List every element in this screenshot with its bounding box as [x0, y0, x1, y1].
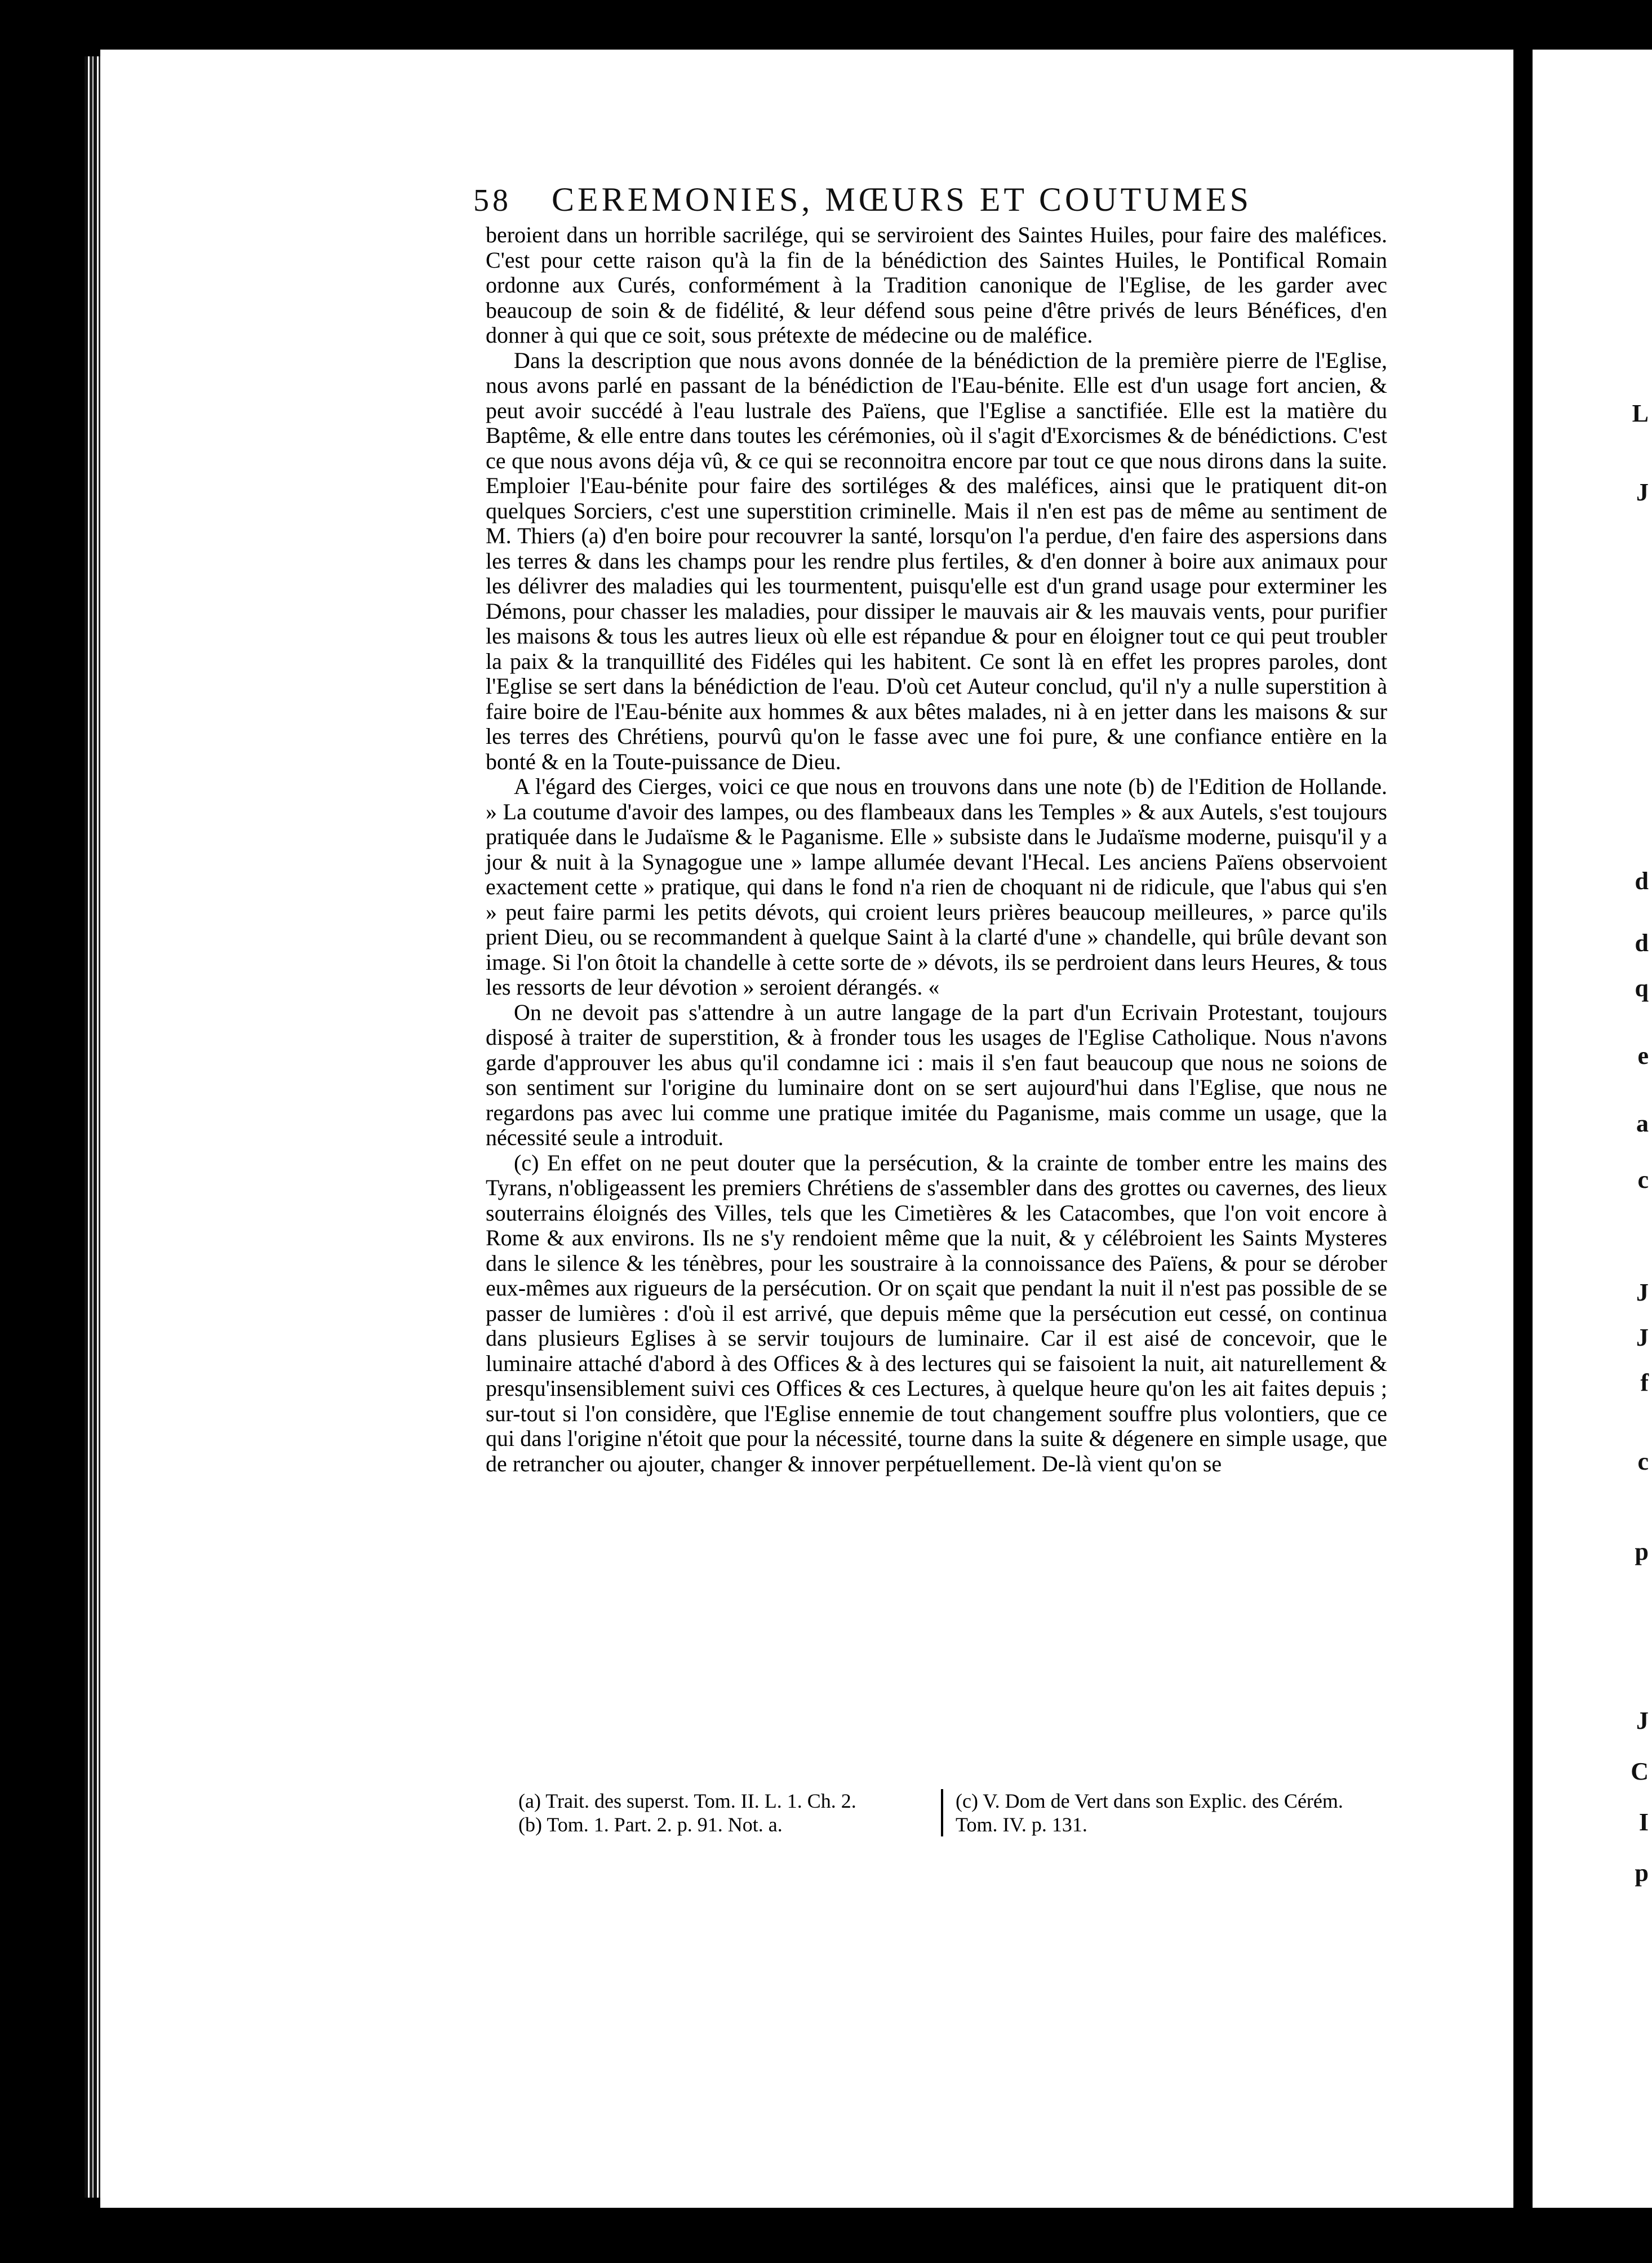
footnote: Tom. IV. p. 131.: [956, 1813, 1087, 1836]
running-head: CEREMONIES, MŒURS ET COUTUMES: [552, 181, 1253, 218]
facing-page-fragment: J: [1636, 1279, 1649, 1306]
footnote: (c) V. Dom de Vert dans son Explic. des Cérém.: [956, 1790, 1343, 1812]
facing-page-fragment: J: [1636, 478, 1649, 506]
facing-page-fragment: d: [1635, 867, 1649, 895]
facing-page-fragment: d: [1635, 929, 1649, 957]
facing-page-fragment: c: [1637, 1448, 1649, 1475]
paragraph: On ne devoit pas s'attendre à un autre langage de la part d'un Ecrivain Protestant, toujours disposé à traiter de superstition, & à fronder tous les usages de l'Eglise Catholique. Nous n'avons garde d'approuver les abus qu'il condamne ici : mais il s'en faut beaucoup que nous ne soions de son sentiment sur l'origine du luminaire dont on se sert aujourd'hui dans l'Eglise, que nous ne regardons pas avec lui comme une pratique imitée du Paganisme, mais comme un usage, que la nécessité seule a introduit.: [486, 999, 1387, 1150]
facing-page-fragment: p: [1635, 1538, 1649, 1565]
paragraph: Dans la description que nous avons donnée de la bénédiction de la première pierre de l'Eglise, nous avons parlé en passant de la bénédiction de l'Eau-bénite. Elle est d'un usage fort ancien, & peut avoir succédé à l'eau lustrale des Païens, que l'Eglise a sanctifiée. Elle est la matière du Baptême, & elle entre dans toutes les cérémonies, où il s'agit d'Exorcismes & de bénédictions. C'est ce que nous avons déja vû, & ce qui se reconnoitra encore par tout ce que nous dirons dans la suite. Emploier l'Eau-bénite pour faire des sortiléges & des maléfices, ainsi que le pratiquent dit-on quelques Sorciers, c'est une superstition criminelle. Mais il n'en est pas de même au sentiment de M. Thiers (a) d'en boire pour recouvrer la santé, lorsqu'on l'a perdue, d'en faire des aspersions dans les terres & dans les champs pour les rendre plus fertiles, & d'en donner à boire aux animaux pour les délivrer des maladies qui les tourmentent, puisqu'elle est d'un grand usage pour exterminer les Démons, pour chasser les maladies, pour dissiper le mauvais air & les mauvais vents, pour purifier les maisons & tous les autres lieux où elle est répandue & pour en éloigner tout ce qui peut troubler la paix & la tranquillité des Fidéles qui les habitent. Ce sont là en effet les propres paroles, dont l'Eglise se sert dans la bénédiction de l'eau. D'où cet Auteur conclud, qu'il n'y a nulle superstition à faire boire de l'Eau-bénite aux hommes & aux bêtes malades, ni à en jetter dans les maisons & sur les terres des Chrétiens, pourvû qu'on le fasse avec une foi pure, & une confiance entière en la bonté & en la Toute-puissance de Dieu.: [486, 347, 1387, 774]
facing-page-fragment: p: [1635, 1859, 1649, 1887]
facing-page-fragment: L: [1632, 400, 1649, 427]
facing-page-fragment: I: [1638, 1808, 1649, 1836]
paragraph: beroient dans un horrible sacrilége, qui se serviroient des Saintes Huiles, pour faire des maléfices. C'est pour cette raison qu'à la fin de la bénédiction des Saintes Huiles, le Pontifical Romain ordonne aux Curés, conformément à la Tradition canonique de l'Eglise, de les garder avec beaucoup de soin & de fidélité, & leur défend sous peine d'être privés de leurs Bénéfices, d'en donner à qui que ce soit, sous prétexte de médecine ou de maléfice.: [486, 222, 1387, 348]
facing-page-fragment: e: [1637, 1042, 1649, 1070]
footnotes-right-column: [941, 1789, 1423, 1836]
paragraph: (c) En effet on ne peut douter que la persécution, & la crainte de tomber entre les mains des Tyrans, n'obligeassent les premiers Chrétiens de s'assembler dans des grottes ou cavernes, des lieux souterrains éloignés des Villes, tels que les Cimetières & les Catacombes, que l'on voit encore à Rome & aux environs. Ils ne s'y rendoient même que la nuit, & y célébroient les Saints Mysteres dans le silence & les ténèbres, pour les soustraire à la connoissance des Païens, & pour se dérober eux-mêmes aux rigueurs de la persécution. Or on sçait que pendant la nuit il n'est pas possible de se passer de lumières : d'où il est arrivé, que depuis même que la persécution eut cessé, on continua dans plusieurs Eglises à se servir toujours de luminaire. Car il est aisé de concevoir, que le luminaire attaché d'abord à des Offices & à des lectures qui se faisoient la nuit, ait naturellement & presqu'insensiblement suivi ces Offices & ces Lectures, à quelque heure qu'on les ait faites depuis ; sur-tout si l'on considère, que l'Eglise ennemie de tout changement souffre plus volontiers, que ce qui dans l'origine n'étoit que pour la nécessité, tourne dans la suite & dégenere en simple usage, que de retrancher ou ajouter, changer & innover perpétuellement. De-là vient qu'on se: [486, 1150, 1387, 1476]
paragraph: A l'égard des Cierges, voici ce que nous en trouvons dans une note (b) de l'Edition de Hollande. » La coutume d'avoir des lampes, ou des flambeaux dans les Temples » & aux Autels, s'est toujours pratiquée dans le Judaïsme & le Paganisme. Elle » subsiste dans le Judaïsme moderne, puisqu'il y a jour & nuit à la Synagogue une » lampe allumée devant l'Hecal. Les anciens Païens observoient exactement cette » pratique, qui dans le fond n'a rien de choquant ni de ridicule, que l'abus qui s'en » peut faire parmi les petits dévots, qui croient leurs prières beaucoup meilleures, » parce qu'ils prient Dieu, ou se recommandent à quelque Saint à la clarté d'une » chandelle, qui brûle devant son image. Si l'on ôtoit la chandelle à cette sorte de » dévots, ils se perdroient dans leurs Heures, & tous les ressorts de leur dévotion » seroient dérangés. «: [486, 774, 1387, 1000]
footnotes-left-column: [518, 1789, 930, 1836]
facing-page-fragment: c: [1637, 1166, 1649, 1193]
page-header: [473, 180, 1335, 219]
page-number: 58: [473, 183, 512, 218]
facing-page-fragment: a: [1636, 1110, 1649, 1137]
body-text: [486, 223, 1387, 1476]
footnote: (a) Trait. des superst. Tom. II. L. 1. Ch. 2.: [518, 1790, 856, 1812]
facing-page-fragment: J: [1636, 1324, 1649, 1351]
facing-page-fragment: q: [1635, 974, 1649, 1002]
footnote: (b) Tom. 1. Part. 2. p. 91. Not. a.: [518, 1813, 783, 1836]
page-gutter: [1513, 50, 1533, 2208]
facing-page: [1533, 50, 1652, 2208]
facing-page-fragment: J: [1636, 1707, 1649, 1734]
facing-page-fragment: C: [1631, 1758, 1649, 1785]
facing-page-fragment: f: [1640, 1369, 1649, 1396]
